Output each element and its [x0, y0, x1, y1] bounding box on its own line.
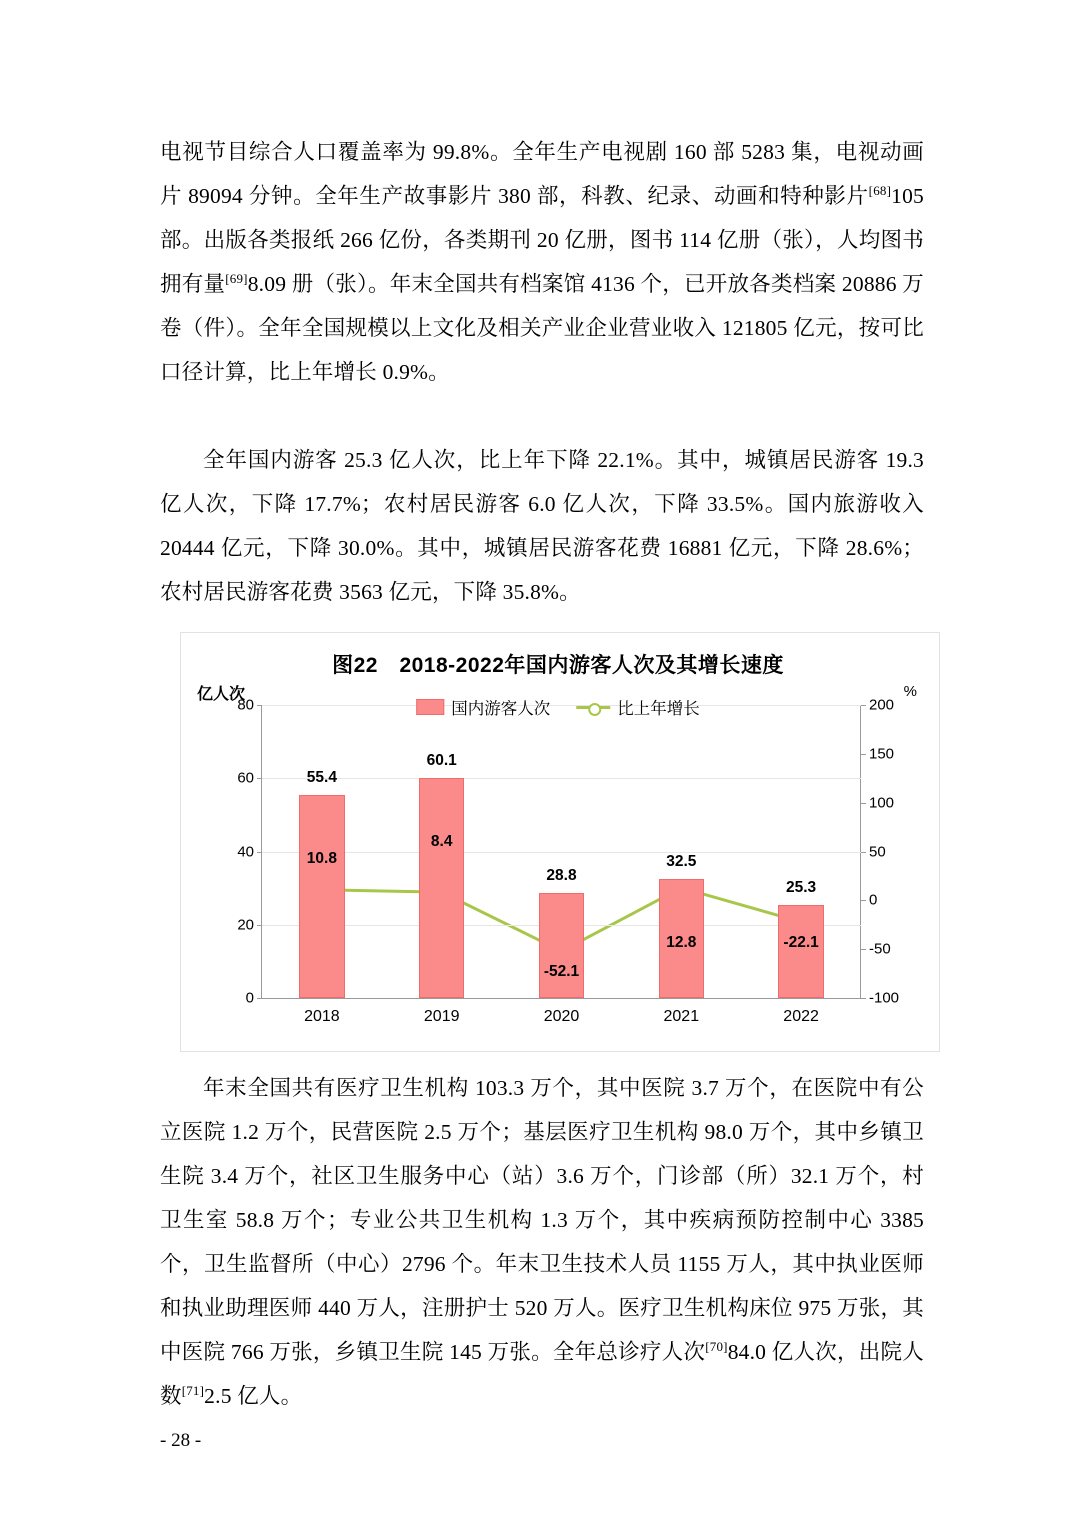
line-value-label: 12.8	[666, 933, 697, 951]
y-axis-right-tick: 0	[869, 891, 878, 909]
y-axis-right-tickmark	[861, 705, 866, 706]
x-axis-tick-label: 2021	[663, 1008, 700, 1025]
y-axis-left-unit: 亿人次	[197, 686, 246, 703]
y-axis-left-tickmark	[257, 852, 262, 853]
bar-value-label: 55.4	[306, 769, 337, 787]
bar-value-label: 28.8	[546, 866, 577, 884]
x-axis-tick-label: 2019	[423, 1008, 460, 1025]
footnote-marker: [68]	[868, 182, 892, 198]
bar-value-label: 60.1	[426, 751, 457, 769]
line-value-label: 8.4	[430, 832, 453, 850]
y-axis-left-tick: 80	[237, 696, 254, 714]
y-axis-right-unit: %	[903, 683, 917, 700]
y-axis-right-tickmark	[861, 949, 866, 950]
bar-value-label: 25.3	[786, 879, 817, 897]
bar-value-label: 32.5	[666, 852, 697, 870]
gridline	[262, 778, 861, 779]
x-axis-tick-label: 2018	[304, 1008, 340, 1025]
footnote-marker: [70]	[705, 1338, 728, 1354]
y-axis-left-tick: 0	[245, 989, 254, 1007]
y-axis-left-tick: 40	[237, 843, 254, 860]
gridline	[262, 852, 861, 853]
y-axis-left-tickmark	[257, 925, 262, 926]
bar	[419, 778, 465, 998]
figure-title: 图22 2018-2022年国内游客人次及其增长速度	[332, 654, 784, 677]
line-value-label: -52.1	[543, 963, 580, 981]
y-axis-right-tickmark	[861, 754, 866, 755]
figure-22	[180, 632, 940, 1052]
legend-item-bar	[416, 695, 550, 719]
y-axis-left-tick: 20	[237, 916, 254, 934]
bar	[539, 893, 585, 998]
y-axis-right-tick: -50	[869, 940, 891, 958]
line-value-label: -22.1	[783, 933, 819, 951]
y-axis-right-tickmark	[861, 900, 866, 901]
y-axis-left-tickmark	[257, 998, 262, 999]
chart-area	[191, 681, 925, 1041]
legend-item-line	[576, 695, 700, 719]
bar	[299, 795, 345, 998]
y-axis-left-tickmark	[257, 778, 262, 779]
paragraph-tourism: 全年国内游客 25.3 亿人次，比上年下降 22.1%。其中，城镇居民游客 19.3 亿人次，下降 17.7%；农村居民游客 6.0 亿人次，下降 33.5%。国内旅游收入 20444 亿元，下降 30.0%。其中，城镇居民游客花费 16881 亿元，下降 28.6%；农村居民游客花费 3563 亿元，下降 35.8%。	[160, 448, 924, 604]
legend-line-label: 比上年增长	[617, 700, 700, 718]
y-axis-right-tickmark	[861, 998, 866, 999]
y-axis-left-tickmark	[257, 705, 262, 706]
legend-bar-label: 国内游客人次	[451, 700, 551, 718]
paragraph-spacer	[160, 394, 924, 438]
y-axis-right-tick: 200	[869, 696, 895, 714]
page-number: - 28 -	[160, 1430, 202, 1451]
y-axis-right-tick: 150	[869, 745, 895, 763]
y-axis-left-tick: 60	[237, 769, 254, 787]
chart-legend	[416, 695, 700, 719]
y-axis-right-tick: -100	[869, 989, 900, 1007]
x-axis-tick-label: 2022	[783, 1008, 819, 1025]
y-axis-right-tick: 100	[869, 794, 895, 812]
footnote-marker: [69]	[225, 270, 248, 286]
footnote-marker: [71]	[181, 1382, 205, 1398]
y-axis-right-tick: 50	[869, 843, 886, 860]
legend-line-swatch-icon	[576, 700, 610, 714]
y-axis-right-tickmark	[861, 852, 866, 853]
x-axis-tick-label: 2020	[543, 1008, 580, 1025]
paragraph-health: 年末全国共有医疗卫生机构 103.3 万个，其中医院 3.7 万个，在医院中有公立医院 1.2 万个，民营医院 2.5 万个；基层医疗卫生机构 98.0 万个，其中乡镇卫生院 3.4 万个，社区卫生服务中心（站）3.6 万个，门诊部（所）32.1 万个，村卫生室 58.8 万个；专业公共卫生机构 1.3 万个，其中疾病预防控制中心 3385 个，卫生监督所（中心）2796 个。年末卫生技术人员 1155 万人，其中执业医师和执业助理医师 440 万人，注册护士 520 万人。医疗卫生机构床位 975 万张，其中医院 766 万张，乡镇卫生院 145 万张。全年总诊疗人次[70]84.0 亿人次，出院人数[71]2.5 亿人。	[160, 1076, 925, 1408]
y-axis-right-tickmark	[861, 803, 866, 804]
paragraph-culture: 电视节目综合人口覆盖率为 99.8%。全年生产电视剧 160 部 5283 集，电视动画片 89094 分钟。全年生产故事影片 380 部，科教、纪录、动画和特种影片[68]105 部。出版各类报纸 266 亿份，各类期刊 20 亿册，图书 114 亿册（张），人均图书拥有量[69]8.09 册（张）。年末全国共有档案馆 4136 个，已开放各类档案 20886 万卷（件）。全年全国规模以上文化及相关产业企业营业收入 121805 亿元，按可比口径计算，比上年增长 0.9%。	[160, 140, 924, 384]
line-value-label: 10.8	[306, 850, 337, 868]
plot-region	[237, 696, 900, 1025]
legend-bar-swatch-icon	[416, 699, 444, 715]
